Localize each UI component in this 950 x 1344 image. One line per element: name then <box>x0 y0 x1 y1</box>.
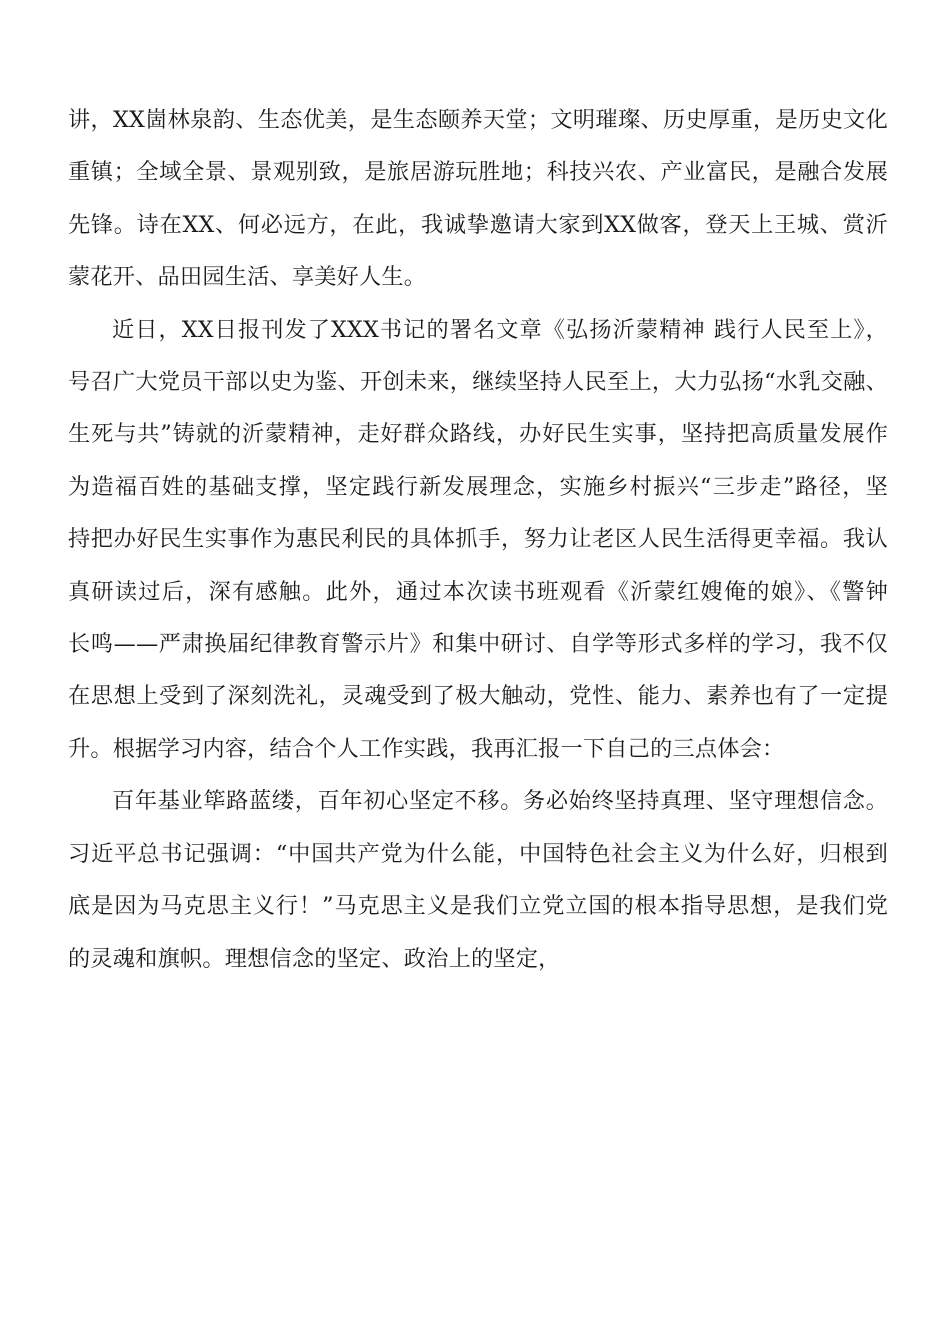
text-line: 生死与共”铸就的沂蒙精神，走好群众路线，办好民生实事，坚持把高质量发展作 <box>68 421 888 448</box>
text-line: 持把办好民生实事作为惠民利民的具体抓手，努力让老区人民生活得更幸福。我认 <box>68 526 888 553</box>
text-line: 升。根据学习内容，结合个人工作实践，我再汇报一下自己的三点体会： <box>68 735 785 762</box>
text-line: 长鸣——严肃换届纪律教育警示片》和集中研讨、自学等形式多样的学习，我不仅 <box>68 631 888 658</box>
text-line: 底是因为马克思主义行！”马克思主义是我们立党立国的根本指导思想，是我们党 <box>68 893 888 920</box>
paragraph-1 <box>68 94 888 304</box>
text-line: 百年基业筚路蓝缕，百年初心坚定不移。务必始终坚持真理、坚守理想信念。 <box>112 788 888 815</box>
text-line: 的灵魂和旗帜。理想信念的坚定、政治上的坚定， <box>68 945 561 972</box>
text-line: 重镇；全域全景、景观别致，是旅居游玩胜地；科技兴农、产业富民，是融合发展 <box>68 159 888 186</box>
text-line: 先锋。诗在XX、何必远方，在此，我诚挚邀请大家到XX做客，登天上王城、赏沂 <box>68 211 888 238</box>
text-line: 在思想上受到了深刻洗礼，灵魂受到了极大触动，党性、能力、素养也有了一定提 <box>68 683 888 710</box>
text-line: 号召广大党员干部以史为鉴、开创未来，继续坚持人民至上，大力弘扬“水乳交融、 <box>68 369 888 396</box>
document-body <box>68 94 888 985</box>
text-line: 讲，XX崮林泉韵、生态优美，是生态颐养天堂；文明璀璨、历史厚重，是历史文化 <box>68 107 888 133</box>
text-line: 近日，XX日报刊发了XXX书记的署名文章《弘扬沂蒙精神 践行人民至上》， <box>112 316 888 343</box>
text-line: 真研读过后，深有感触。此外，通过本次读书班观看《沂蒙红嫂俺的娘》、《警钟 <box>68 578 888 605</box>
text-line: 习近平总书记强调：“中国共产党为什么能，中国特色社会主义为什么好，归根到 <box>68 840 888 867</box>
text-line: 为造福百姓的基础支撑，坚定践行新发展理念，实施乡村振兴“三步走”路径，坚 <box>68 473 888 500</box>
text-line: 蒙花开、品田园生活、享美好人生。 <box>68 264 427 291</box>
paragraph-2 <box>68 304 888 776</box>
paragraph-3 <box>68 775 888 985</box>
